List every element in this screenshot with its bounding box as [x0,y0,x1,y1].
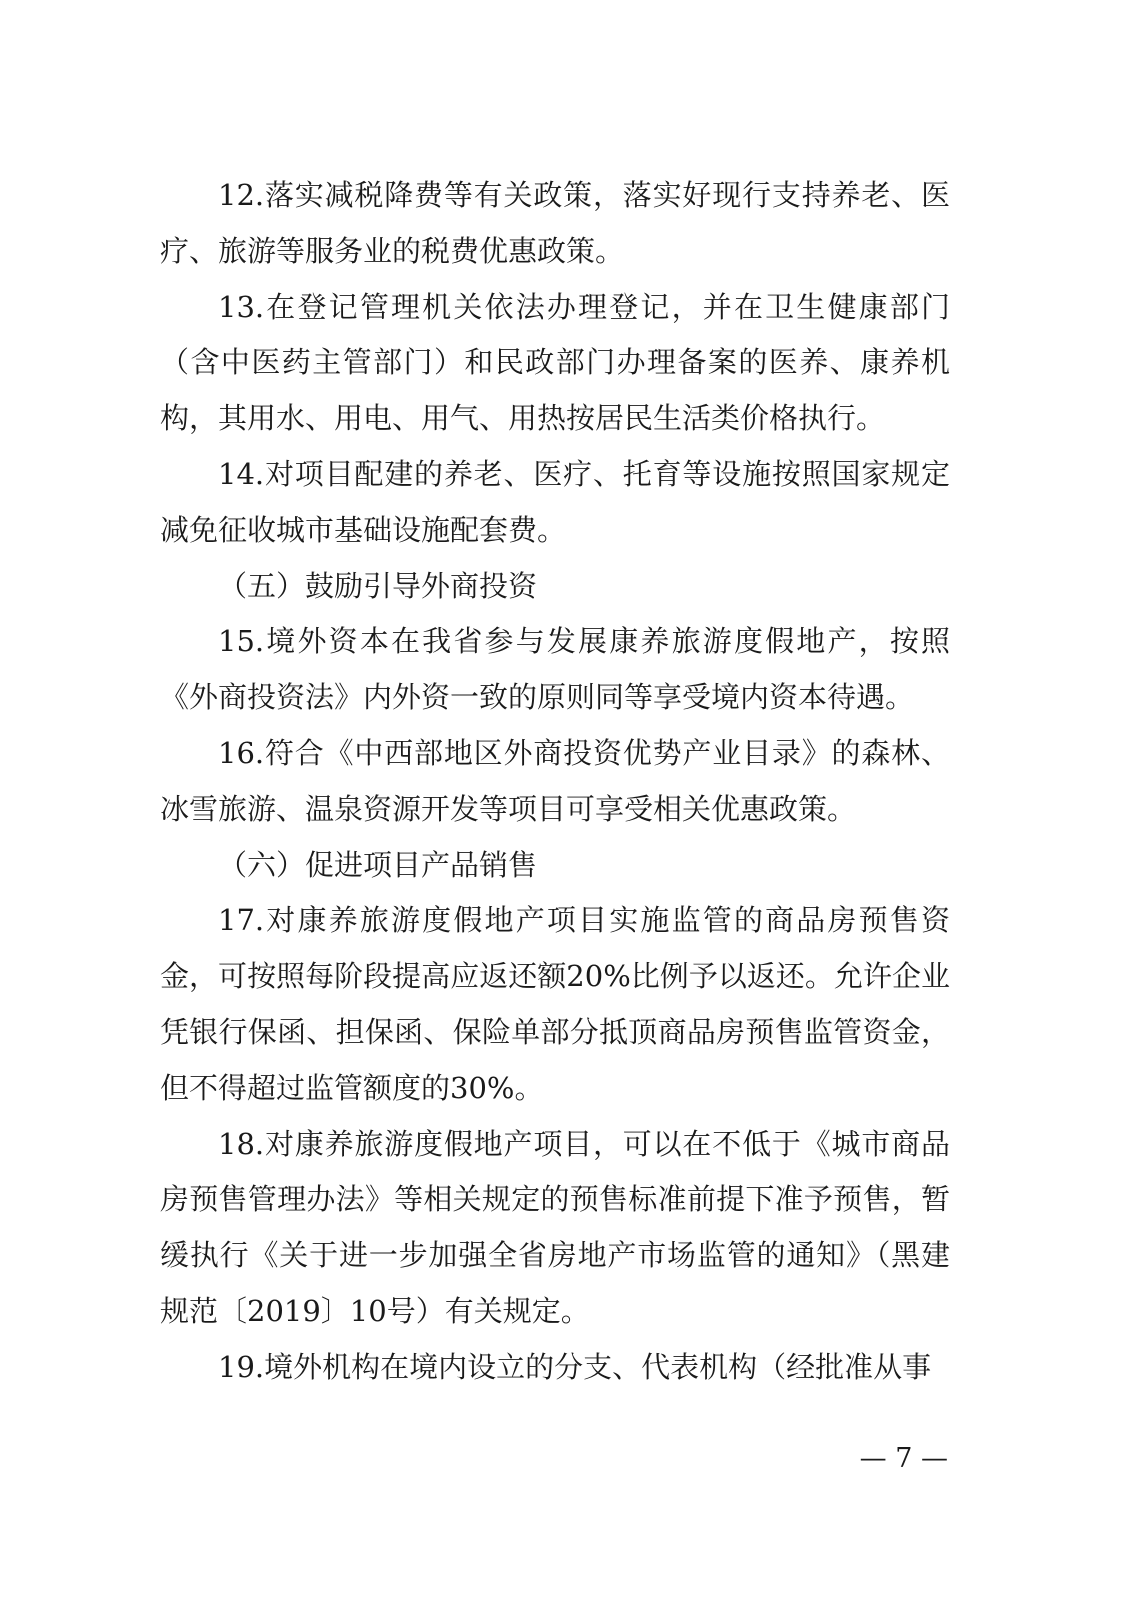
document-body [160,168,950,1396]
paragraph-15: 15.境外资本在我省参与发展康养旅游度假地产，按照《外商投资法》内外资一致的原则同等享受境内资本待遇。 [160,624,950,715]
paragraph-12: 12.落实减税降费等有关政策，落实好现行支持养老、医疗、旅游等服务业的税费优惠政策。 [160,178,950,268]
paragraph-13: 13.在登记管理机关依法办理登记，并在卫生健康部门（含中医药主管部门）和民政部门办理备案的医养、康养机构，其用水、用电、用气、用热按居民生活类价格执行。 [160,289,950,436]
paragraph-18: 18.对康养旅游度假地产项目，可以在不低于《城市商品房预售管理办法》等相关规定的预售标准前提下准予预售，暂缓执行《关于进一步加强全省房地产市场监管的通知》（黑建规范〔2019〕10号）有关规定。 [160,1126,950,1328]
section-heading-5: （五）鼓励引导外商投资 [218,568,538,603]
paragraph-19: 19.境外机构在境内设立的分支、代表机构（经批准从事 [218,1349,932,1384]
section-heading-6: （六）促进项目产品销售 [218,847,538,882]
paragraph-17: 17.对康养旅游度假地产项目实施监管的商品房预售资金，可按照每阶段提高应返还额20%比例予以返还。允许企业凭银行保函、担保函、保险单部分抵顶商品房预售监管资金，但不得超过监管额度的30%。 [160,903,950,1105]
paragraph-16: 16.符合《中西部地区外商投资优势产业目录》的森林、冰雪旅游、温泉资源开发等项目可享受相关优惠政策。 [160,735,950,826]
page-number: — 7 — [859,1443,948,1474]
paragraph-14: 14.对项目配建的养老、医疗、托育等设施按照国家规定减免征收城市基础设施配套费。 [160,456,950,547]
